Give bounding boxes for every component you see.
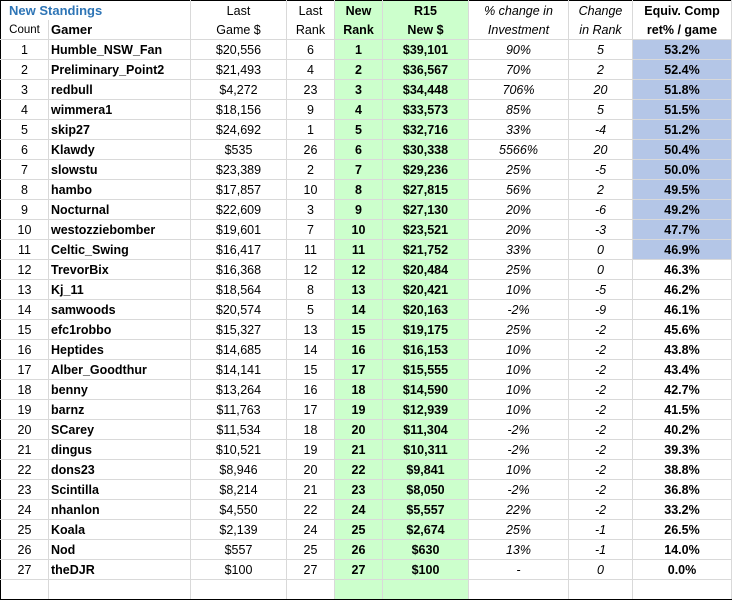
last-rank: 1	[287, 120, 335, 140]
new-value: $14,590	[383, 380, 469, 400]
count-cell: 19	[1, 400, 49, 420]
pct-change: 22%	[469, 500, 569, 520]
header-in-rank: in Rank	[569, 20, 633, 40]
new-rank: 11	[335, 240, 383, 260]
equiv-return: 33.2%	[633, 500, 732, 520]
count-cell: 27	[1, 560, 49, 580]
gamer-name: Nocturnal	[49, 200, 191, 220]
pct-change: 10%	[469, 460, 569, 480]
gamer-name: theDJR	[49, 560, 191, 580]
count-cell: 14	[1, 300, 49, 320]
empty-cell	[569, 580, 633, 600]
equiv-return: 49.2%	[633, 200, 732, 220]
header-round: R15	[383, 1, 469, 21]
last-rank: 7	[287, 220, 335, 240]
equiv-return: 49.5%	[633, 180, 732, 200]
pct-change: 25%	[469, 320, 569, 340]
header-ret-per-game: ret% / game	[633, 20, 732, 40]
new-value: $100	[383, 560, 469, 580]
rank-change: -3	[569, 220, 633, 240]
equiv-return: 51.5%	[633, 100, 732, 120]
pct-change: 33%	[469, 240, 569, 260]
equiv-return: 46.3%	[633, 260, 732, 280]
last-rank: 4	[287, 60, 335, 80]
gamer-name: Koala	[49, 520, 191, 540]
new-rank: 26	[335, 540, 383, 560]
new-value: $20,484	[383, 260, 469, 280]
new-rank: 18	[335, 380, 383, 400]
header-count: Count	[1, 20, 49, 40]
equiv-return: 40.2%	[633, 420, 732, 440]
pct-change: 20%	[469, 200, 569, 220]
count-cell: 8	[1, 180, 49, 200]
last-rank: 11	[287, 240, 335, 260]
pct-change: -2%	[469, 480, 569, 500]
table-row	[1, 200, 732, 220]
table-row	[1, 280, 732, 300]
last-rank: 14	[287, 340, 335, 360]
gamer-name: dons23	[49, 460, 191, 480]
table-row	[1, 520, 732, 540]
rank-change: -2	[569, 460, 633, 480]
count-cell: 5	[1, 120, 49, 140]
last-game-value: $14,685	[191, 340, 287, 360]
pct-change: 10%	[469, 400, 569, 420]
gamer-name: samwoods	[49, 300, 191, 320]
equiv-return: 39.3%	[633, 440, 732, 460]
rank-change: -2	[569, 420, 633, 440]
last-game-value: $14,141	[191, 360, 287, 380]
equiv-return: 50.4%	[633, 140, 732, 160]
sheet-title: New Standings	[1, 1, 191, 21]
empty-cell	[49, 580, 191, 600]
last-game-value: $23,389	[191, 160, 287, 180]
new-value: $23,521	[383, 220, 469, 240]
last-rank: 5	[287, 300, 335, 320]
equiv-return: 51.8%	[633, 80, 732, 100]
last-game-value: $8,946	[191, 460, 287, 480]
last-game-value: $21,493	[191, 60, 287, 80]
pct-change: -	[469, 560, 569, 580]
gamer-name: Preliminary_Point2	[49, 60, 191, 80]
new-rank: 27	[335, 560, 383, 580]
last-rank: 25	[287, 540, 335, 560]
new-value: $5,557	[383, 500, 469, 520]
new-rank: 25	[335, 520, 383, 540]
count-cell: 3	[1, 80, 49, 100]
last-rank: 6	[287, 40, 335, 60]
last-game-value: $13,264	[191, 380, 287, 400]
table-row	[1, 340, 732, 360]
new-rank: 13	[335, 280, 383, 300]
table-row	[1, 400, 732, 420]
last-game-value: $11,763	[191, 400, 287, 420]
empty-cell	[335, 580, 383, 600]
new-value: $19,175	[383, 320, 469, 340]
new-value: $21,752	[383, 240, 469, 260]
equiv-return: 43.8%	[633, 340, 732, 360]
last-rank: 10	[287, 180, 335, 200]
gamer-name: SCarey	[49, 420, 191, 440]
table-row	[1, 440, 732, 460]
last-game-value: $24,692	[191, 120, 287, 140]
new-value: $15,555	[383, 360, 469, 380]
rank-change: 2	[569, 180, 633, 200]
gamer-name: Humble_NSW_Fan	[49, 40, 191, 60]
last-game-value: $18,156	[191, 100, 287, 120]
last-game-value: $4,550	[191, 500, 287, 520]
count-cell: 10	[1, 220, 49, 240]
equiv-return: 36.8%	[633, 480, 732, 500]
last-game-value: $15,327	[191, 320, 287, 340]
new-rank: 7	[335, 160, 383, 180]
table-row	[1, 120, 732, 140]
gamer-name: Celtic_Swing	[49, 240, 191, 260]
pct-change: -2%	[469, 420, 569, 440]
count-cell: 6	[1, 140, 49, 160]
new-rank: 20	[335, 420, 383, 440]
pct-change: 10%	[469, 380, 569, 400]
table-row	[1, 480, 732, 500]
table-row	[1, 260, 732, 280]
rank-change: -2	[569, 500, 633, 520]
equiv-return: 47.7%	[633, 220, 732, 240]
count-cell: 16	[1, 340, 49, 360]
pct-change: 706%	[469, 80, 569, 100]
count-cell: 17	[1, 360, 49, 380]
rank-change: 5	[569, 40, 633, 60]
last-rank: 23	[287, 80, 335, 100]
rank-change: -2	[569, 360, 633, 380]
pct-change: 5566%	[469, 140, 569, 160]
rank-change: -2	[569, 440, 633, 460]
equiv-return: 0.0%	[633, 560, 732, 580]
count-cell: 21	[1, 440, 49, 460]
new-value: $2,674	[383, 520, 469, 540]
last-game-value: $16,417	[191, 240, 287, 260]
pct-change: 85%	[469, 100, 569, 120]
table-row	[1, 40, 732, 60]
count-cell: 22	[1, 460, 49, 480]
last-rank: 20	[287, 460, 335, 480]
table-row	[1, 460, 732, 480]
last-game-value: $19,601	[191, 220, 287, 240]
new-rank: 10	[335, 220, 383, 240]
pct-change: 33%	[469, 120, 569, 140]
last-game-value: $4,272	[191, 80, 287, 100]
rank-change: 0	[569, 560, 633, 580]
pct-change: 56%	[469, 180, 569, 200]
header-new-value: New $	[383, 20, 469, 40]
header-row-2	[1, 20, 732, 40]
rank-change: 5	[569, 100, 633, 120]
new-rank: 4	[335, 100, 383, 120]
header-new-rank: New	[335, 1, 383, 21]
table-row	[1, 300, 732, 320]
new-value: $36,567	[383, 60, 469, 80]
gamer-name: wimmera1	[49, 100, 191, 120]
table-row	[1, 420, 732, 440]
count-cell: 23	[1, 480, 49, 500]
last-game-value: $100	[191, 560, 287, 580]
equiv-return: 43.4%	[633, 360, 732, 380]
pct-change: 20%	[469, 220, 569, 240]
rank-change: -2	[569, 400, 633, 420]
header-row-1	[1, 1, 732, 21]
empty-cell	[191, 580, 287, 600]
new-value: $11,304	[383, 420, 469, 440]
count-cell: 15	[1, 320, 49, 340]
table-row	[1, 320, 732, 340]
equiv-return: 41.5%	[633, 400, 732, 420]
new-value: $30,338	[383, 140, 469, 160]
rank-change: -2	[569, 380, 633, 400]
table-row	[1, 540, 732, 560]
rank-change: -2	[569, 340, 633, 360]
header-equiv: Equiv. Comp	[633, 1, 732, 21]
new-value: $20,421	[383, 280, 469, 300]
last-game-value: $22,609	[191, 200, 287, 220]
new-value: $20,163	[383, 300, 469, 320]
count-cell: 2	[1, 60, 49, 80]
new-rank: 19	[335, 400, 383, 420]
rank-change: 20	[569, 140, 633, 160]
last-game-value: $8,214	[191, 480, 287, 500]
table-row	[1, 140, 732, 160]
count-cell: 1	[1, 40, 49, 60]
last-rank: 15	[287, 360, 335, 380]
header-gamer: Gamer	[49, 20, 191, 40]
new-rank: 16	[335, 340, 383, 360]
pct-change: -2%	[469, 440, 569, 460]
rank-change: -6	[569, 200, 633, 220]
gamer-name: Alber_Goodthur	[49, 360, 191, 380]
gamer-name: redbull	[49, 80, 191, 100]
count-cell: 9	[1, 200, 49, 220]
new-value: $27,130	[383, 200, 469, 220]
empty-row	[1, 580, 732, 600]
new-rank: 24	[335, 500, 383, 520]
header-last-rank: Last	[287, 1, 335, 21]
new-rank: 6	[335, 140, 383, 160]
table-row	[1, 80, 732, 100]
last-rank: 16	[287, 380, 335, 400]
table-row	[1, 100, 732, 120]
pct-change: 10%	[469, 360, 569, 380]
new-rank: 5	[335, 120, 383, 140]
equiv-return: 46.9%	[633, 240, 732, 260]
count-cell: 4	[1, 100, 49, 120]
gamer-name: TrevorBix	[49, 260, 191, 280]
count-cell: 26	[1, 540, 49, 560]
new-value: $16,153	[383, 340, 469, 360]
empty-cell	[287, 580, 335, 600]
new-value: $12,939	[383, 400, 469, 420]
table-row	[1, 360, 732, 380]
new-rank: 1	[335, 40, 383, 60]
equiv-return: 53.2%	[633, 40, 732, 60]
last-game-value: $557	[191, 540, 287, 560]
new-value: $27,815	[383, 180, 469, 200]
table-row	[1, 500, 732, 520]
header-pct-change: % change in	[469, 1, 569, 21]
count-cell: 25	[1, 520, 49, 540]
equiv-return: 50.0%	[633, 160, 732, 180]
last-game-value: $20,556	[191, 40, 287, 60]
table-row	[1, 60, 732, 80]
gamer-name: hambo	[49, 180, 191, 200]
pct-change: 13%	[469, 540, 569, 560]
last-rank: 27	[287, 560, 335, 580]
last-rank: 21	[287, 480, 335, 500]
table-row	[1, 240, 732, 260]
gamer-name: benny	[49, 380, 191, 400]
rank-change: -1	[569, 540, 633, 560]
gamer-name: westozziebomber	[49, 220, 191, 240]
last-rank: 17	[287, 400, 335, 420]
new-rank: 3	[335, 80, 383, 100]
new-value: $10,311	[383, 440, 469, 460]
new-value: $9,841	[383, 460, 469, 480]
pct-change: 10%	[469, 340, 569, 360]
gamer-name: barnz	[49, 400, 191, 420]
table-row	[1, 380, 732, 400]
count-cell: 13	[1, 280, 49, 300]
header-new-rank-2: Rank	[335, 20, 383, 40]
pct-change: 25%	[469, 160, 569, 180]
empty-cell	[1, 580, 49, 600]
last-rank: 12	[287, 260, 335, 280]
header-change-rank: Change	[569, 1, 633, 21]
new-rank: 9	[335, 200, 383, 220]
new-rank: 14	[335, 300, 383, 320]
gamer-name: Scintilla	[49, 480, 191, 500]
table-row	[1, 180, 732, 200]
new-rank: 17	[335, 360, 383, 380]
equiv-return: 26.5%	[633, 520, 732, 540]
last-rank: 18	[287, 420, 335, 440]
gamer-name: skip27	[49, 120, 191, 140]
last-rank: 24	[287, 520, 335, 540]
new-value: $34,448	[383, 80, 469, 100]
pct-change: 25%	[469, 520, 569, 540]
last-game-value: $535	[191, 140, 287, 160]
new-rank: 15	[335, 320, 383, 340]
new-rank: 21	[335, 440, 383, 460]
header-last-game-2: Game $	[191, 20, 287, 40]
equiv-return: 46.2%	[633, 280, 732, 300]
last-game-value: $2,139	[191, 520, 287, 540]
equiv-return: 14.0%	[633, 540, 732, 560]
last-rank: 26	[287, 140, 335, 160]
equiv-return: 52.4%	[633, 60, 732, 80]
rank-change: 20	[569, 80, 633, 100]
rank-change: -5	[569, 280, 633, 300]
new-value: $39,101	[383, 40, 469, 60]
header-last-rank-2: Rank	[287, 20, 335, 40]
table-row	[1, 220, 732, 240]
gamer-name: Klawdy	[49, 140, 191, 160]
gamer-name: Kj_11	[49, 280, 191, 300]
count-cell: 18	[1, 380, 49, 400]
pct-change: 90%	[469, 40, 569, 60]
empty-cell	[633, 580, 732, 600]
rank-change: -9	[569, 300, 633, 320]
equiv-return: 38.8%	[633, 460, 732, 480]
rank-change: -4	[569, 120, 633, 140]
rank-change: -2	[569, 320, 633, 340]
count-cell: 12	[1, 260, 49, 280]
gamer-name: nhanlon	[49, 500, 191, 520]
new-value: $33,573	[383, 100, 469, 120]
equiv-return: 45.6%	[633, 320, 732, 340]
pct-change: 10%	[469, 280, 569, 300]
gamer-name: dingus	[49, 440, 191, 460]
rank-change: -5	[569, 160, 633, 180]
header-last-game: Last	[191, 1, 287, 21]
last-rank: 8	[287, 280, 335, 300]
rank-change: 0	[569, 260, 633, 280]
count-cell: 24	[1, 500, 49, 520]
new-rank: 8	[335, 180, 383, 200]
empty-cell	[383, 580, 469, 600]
equiv-return: 51.2%	[633, 120, 732, 140]
equiv-return: 42.7%	[633, 380, 732, 400]
pct-change: 25%	[469, 260, 569, 280]
new-rank: 22	[335, 460, 383, 480]
rank-change: -2	[569, 480, 633, 500]
table-row	[1, 160, 732, 180]
last-game-value: $18,564	[191, 280, 287, 300]
last-rank: 13	[287, 320, 335, 340]
new-value: $8,050	[383, 480, 469, 500]
last-rank: 19	[287, 440, 335, 460]
empty-cell	[469, 580, 569, 600]
pct-change: 70%	[469, 60, 569, 80]
last-game-value: $10,521	[191, 440, 287, 460]
last-rank: 2	[287, 160, 335, 180]
new-rank: 12	[335, 260, 383, 280]
count-cell: 7	[1, 160, 49, 180]
last-game-value: $20,574	[191, 300, 287, 320]
rank-change: 2	[569, 60, 633, 80]
last-rank: 3	[287, 200, 335, 220]
new-value: $32,716	[383, 120, 469, 140]
equiv-return: 46.1%	[633, 300, 732, 320]
new-value: $630	[383, 540, 469, 560]
gamer-name: slowstu	[49, 160, 191, 180]
last-game-value: $11,534	[191, 420, 287, 440]
header-investment: Investment	[469, 20, 569, 40]
rank-change: -1	[569, 520, 633, 540]
table-row	[1, 560, 732, 580]
new-value: $29,236	[383, 160, 469, 180]
new-rank: 23	[335, 480, 383, 500]
new-rank: 2	[335, 60, 383, 80]
pct-change: -2%	[469, 300, 569, 320]
rank-change: 0	[569, 240, 633, 260]
count-cell: 20	[1, 420, 49, 440]
gamer-name: Nod	[49, 540, 191, 560]
count-cell: 11	[1, 240, 49, 260]
last-game-value: $16,368	[191, 260, 287, 280]
gamer-name: Heptides	[49, 340, 191, 360]
last-rank: 22	[287, 500, 335, 520]
last-rank: 9	[287, 100, 335, 120]
last-game-value: $17,857	[191, 180, 287, 200]
gamer-name: efc1robbo	[49, 320, 191, 340]
